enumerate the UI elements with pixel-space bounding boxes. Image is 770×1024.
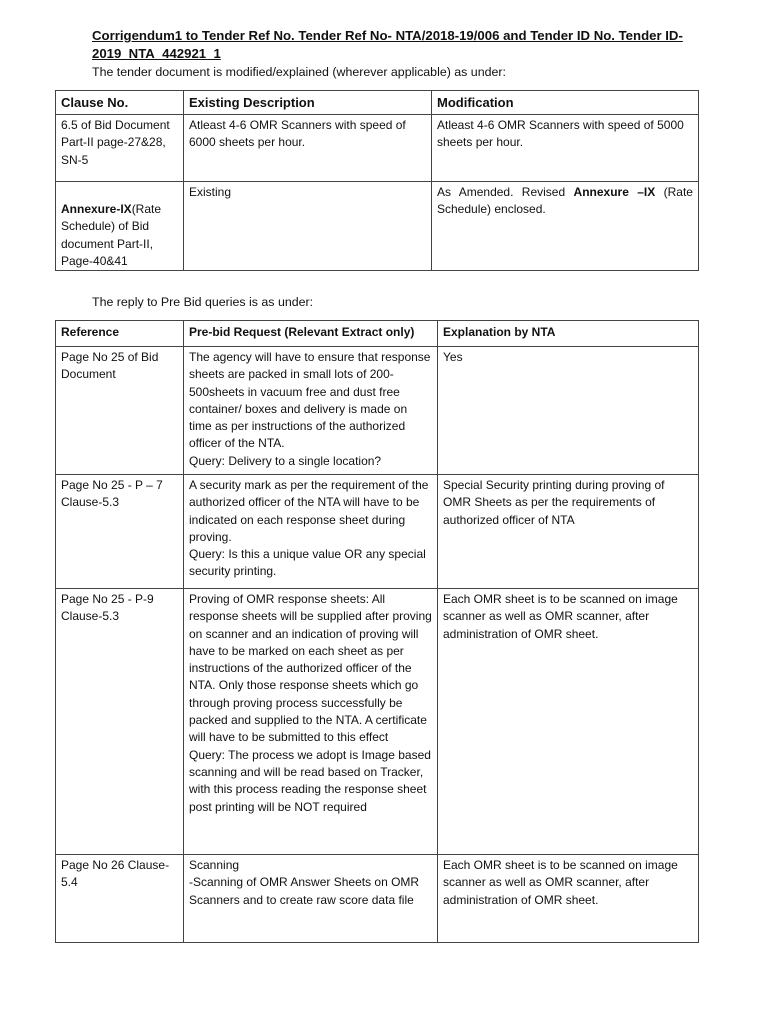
annexure-label: Annexure –IX: [573, 185, 656, 199]
request-extract: The agency will have to ensure that response sheets are packed in small lots of 200-500sheets in vacuum free and dust free container/ boxes and delivery is made on time as per instructions of the authorized officer of the NTA.: [189, 350, 431, 451]
query-text: Query: Is this a unique value OR any special security printing.: [189, 547, 426, 579]
column-header: Existing Description: [184, 91, 432, 115]
query-text: -Scanning of OMR Answer Sheets on OMR Scanners and to create raw score data file: [189, 875, 420, 907]
request-cell: [184, 347, 438, 475]
table-row: [56, 589, 699, 855]
intro-text: The tender document is modified/explained (wherever applicable) as under:: [92, 65, 506, 79]
explanation-cell: Each OMR sheet is to be scanned on image scanner as well as OMR scanner, after administration of OMR sheet.: [438, 855, 699, 943]
table-row: [56, 182, 699, 271]
request-extract: Scanning: [189, 858, 240, 872]
column-header: Clause No.: [56, 91, 184, 115]
reference-cell: Page No 25 - P – 7 Clause-5.3: [56, 475, 184, 589]
modification-cell: Atleast 4-6 OMR Scanners with speed of 5000 sheets per hour.: [432, 115, 699, 182]
query-text: Query: The process we adopt is Image based scanning and will be read based on Tracker, with this process reading the response sheet post printing will be NOT required: [189, 747, 431, 814]
request-extract: Proving of OMR response sheets: All response sheets will be supplied after proving on scanner and an indication of proving will have to be marked on each sheet as per instructions of the authorized officer of the NTA. Only those response sheets which go through proving process successfully be packed and supplied to the NTA. A certificate will have to be submitted to this effect: [189, 592, 432, 745]
explanation-cell: Yes: [438, 347, 699, 475]
table-header-row: [56, 321, 699, 347]
reply-intro: The reply to Pre Bid queries is as under:: [92, 295, 314, 309]
reference-cell: Page No 25 - P-9 Clause-5.3: [56, 589, 184, 855]
clause-cell: [56, 182, 184, 271]
modification-table: [55, 90, 699, 271]
column-header: Pre-bid Request (Relevant Extract only): [184, 321, 438, 347]
existing-description-cell: Existing: [184, 182, 432, 271]
request-extract: A security mark as per the requirement of the authorized officer of the NTA will have to be indicated on each response sheet during proving.: [189, 478, 429, 544]
request-cell: [184, 589, 438, 855]
explanation-cell: Each OMR sheet is to be scanned on image scanner as well as OMR scanner, after administration of OMR sheet.: [438, 589, 699, 855]
table-row: [56, 347, 699, 475]
modification-text-post: (Rate Schedule) enclosed.: [437, 185, 693, 217]
column-header: Explanation by NTA: [438, 321, 699, 347]
modification-cell: [432, 182, 699, 271]
table-row: [56, 475, 699, 589]
prebid-queries-table: [55, 320, 699, 943]
request-cell: [184, 475, 438, 589]
clause-cell: 6.5 of Bid Document Part-II page-27&28, SN-5: [56, 115, 184, 182]
clause-detail: (Rate Schedule) of Bid document Part-II, Page-40&41: [61, 202, 162, 268]
table-row: [56, 115, 699, 182]
explanation-cell: Special Security printing during proving of OMR Sheets as per the requirements of authorized officer of NTA: [438, 475, 699, 589]
query-text: Query: Delivery to a single location?: [189, 453, 382, 468]
column-header: Modification: [432, 91, 699, 115]
modification-text-pre: As Amended. Revised: [437, 185, 574, 199]
reference-cell: Page No 25 of Bid Document: [56, 347, 184, 475]
corrigendum-title: Corrigendum1 to Tender Ref No. Tender Ref No- NTA/2018-19/006 and Tender ID No. Tender ID-2019_NTA_442921_1: [92, 28, 683, 61]
annexure-label: Annexure-IX: [61, 202, 132, 216]
reference-cell: Page No 26 Clause-5.4: [56, 855, 184, 943]
table-header-row: [56, 91, 699, 115]
column-header: Reference: [56, 321, 184, 347]
request-cell: [184, 855, 438, 943]
table-row: [56, 855, 699, 943]
existing-description-cell: Atleast 4-6 OMR Scanners with speed of 6000 sheets per hour.: [184, 115, 432, 182]
